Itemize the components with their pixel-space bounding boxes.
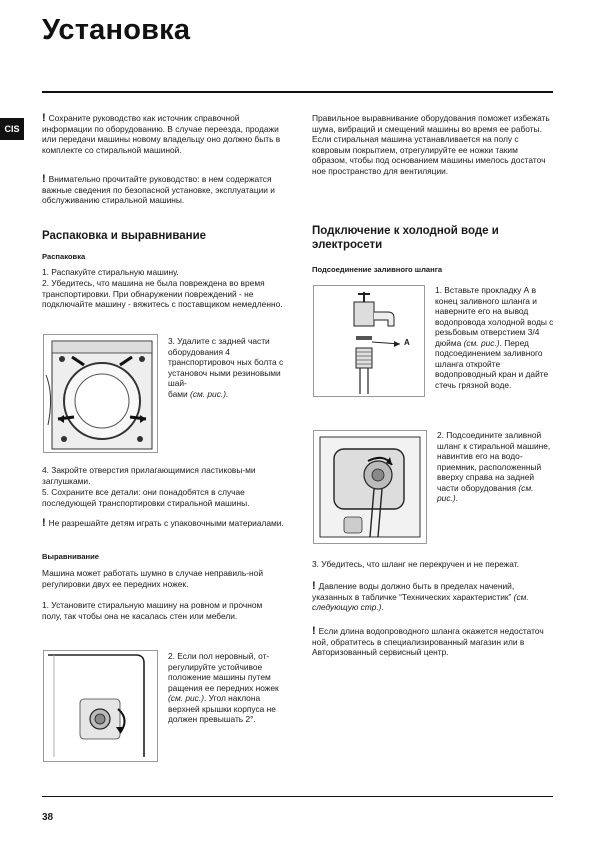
note-water-pressure: ! Давление воды должно быть в пределах начений, указанных в табличке “Технических характеристик” (см. следующую стр.). bbox=[312, 580, 529, 612]
section-water-connection-title: Подключение к холодной воде и электросети bbox=[312, 225, 499, 251]
warning-icon: ! bbox=[312, 580, 316, 592]
warning-icon: ! bbox=[42, 173, 46, 185]
transport-bolts-figure bbox=[43, 334, 158, 453]
leveling-continued: Правильное выравнивание оборудования поможет избежать шума, вибраций и смещений машины во время ее работы. Если стиральная машина устанавливается на полу с ковровым покрытием, отрегулируйте ее ножки таким образом, чтобы под основанием машины имелось достаточ ное пространство для вентиляции. bbox=[312, 113, 550, 176]
header-rule bbox=[42, 91, 553, 93]
page-number: 38 bbox=[42, 812, 54, 823]
adjustable-foot-figure bbox=[43, 650, 158, 762]
unpack-step-2: 2. Убедитесь, что машина не была повреждена во время транспортировки. При обнаружении повреждений - не подключайте машину - вяжитесь с поставщиком немедленно. bbox=[42, 278, 283, 309]
note-keep-manual: ! Сохраните руководство как источник справочной информации по оборудованию. В случае переезда, продажи или передачи машины новому владельцу оно должно быть в комплекте со стиральной машиной. bbox=[42, 112, 281, 155]
gasket-label-a: A bbox=[404, 338, 410, 347]
footer-rule bbox=[42, 796, 553, 797]
note-children: ! Не разрешайте детям играть с упаковочными материалами. bbox=[42, 517, 284, 529]
leveling-subtitle: Выравнивание bbox=[42, 552, 100, 561]
hose-step-2: 2. Подсоедините заливной шланг к стиральной машине, навинтив его на водо-приемник, расположенный вверху справа на задней части оборудования (см. рис.). bbox=[437, 430, 551, 503]
page-title: Установка bbox=[42, 14, 191, 46]
note-hose-length: ! Если длина водопроводного шланга окажется недостаточ ной, обратитесь в специализированный магазин или в Авторизованный сервисный центр. bbox=[312, 625, 544, 657]
unpack-step-1: 1. Распакуйте стиральную машину. bbox=[42, 267, 179, 277]
inlet-connection-figure bbox=[313, 430, 427, 544]
unpack-step-3: 3. Удалите с задней части оборудования 4 транспортировоч ных болта с установоч ными резиновыми шай- бами (см. рис.). bbox=[168, 336, 284, 399]
hose-step-1: 1. Вставьте прокладку А в конец заливного шланга и наверните его на вывод водопровода холодной воды с резьбовым отверстием 3/4 дюйма (см. рис.). Перед подсоединением заливного шланга откройте водопроводный кран и дайте стечь грязной воде. bbox=[435, 285, 554, 390]
leveling-step-1: 1. Установите стиральную машину на ровном и прочном полу, так чтобы она не касалась стен или мебели. bbox=[42, 600, 263, 621]
note-read-manual: ! Внимательно прочитайте руководство: в нем содержатся важные сведения по безопасной установке, эксплуатации и обслуживанию стиральной машины. bbox=[42, 173, 275, 205]
leveling-intro: Машина может работать шумно в случае неправиль-ной регулировки двух ее передних ножек. bbox=[42, 568, 264, 589]
unpack-subtitle: Распаковка bbox=[42, 252, 86, 261]
warning-icon: ! bbox=[42, 517, 46, 529]
language-tab: CIS bbox=[0, 118, 24, 140]
unpack-step-5: 5. Сохраните все детали: они понадобятся в случае последующей транспортировки стиральной машины. bbox=[42, 487, 250, 508]
hose-subtitle: Подсоединение заливного шланга bbox=[312, 265, 443, 274]
warning-icon: ! bbox=[312, 625, 316, 637]
leveling-step-2: 2. Если пол неровный, от-регулируйте устойчивое положение машины путем ращения ее передних ножек (см. рис.). Угол наклона верхней крышки корпуса не должен превышать 2°. bbox=[168, 651, 279, 724]
section-unpack-level-title: Распаковка и выравнивание bbox=[42, 230, 207, 242]
warning-icon: ! bbox=[42, 112, 46, 124]
hose-step-3: 3. Убедитесь, что шланг не перекручен и не пережат. bbox=[312, 559, 519, 569]
hose-gasket-figure bbox=[313, 285, 425, 397]
unpack-step-4: 4. Закройте отверстия прилагающимися ластиковы-ми заглушками. bbox=[42, 465, 256, 486]
